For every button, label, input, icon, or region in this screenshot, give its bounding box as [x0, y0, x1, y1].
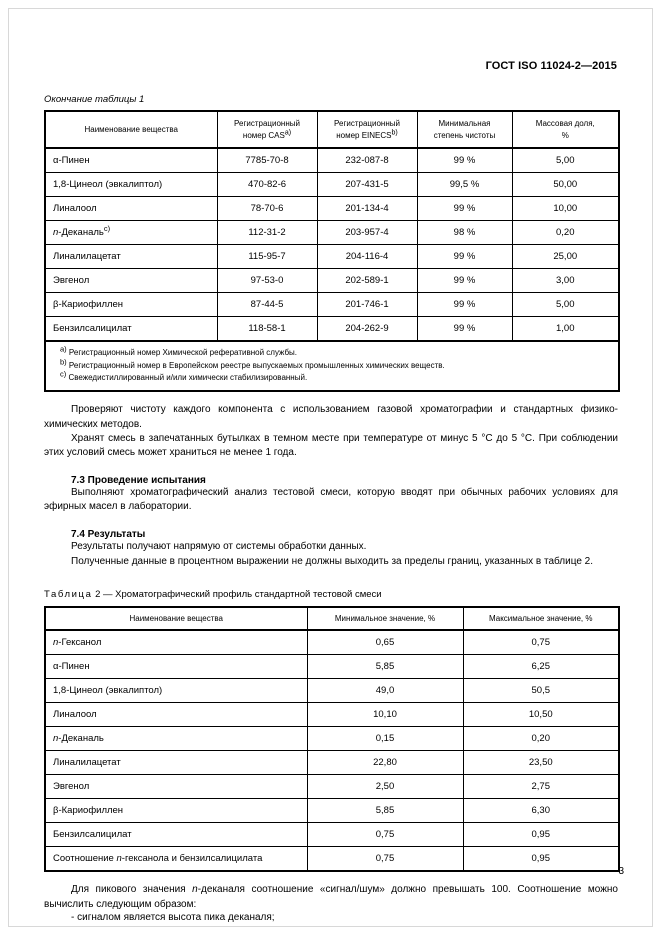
paragraph-group-purity [44, 403, 618, 460]
section-73 [44, 475, 618, 514]
cell-mass: 3,00 [512, 269, 619, 293]
section-74-heading: 7.4 Результаты [71, 529, 146, 541]
table-row [45, 245, 619, 269]
table1-footnotes [45, 341, 619, 391]
cell-purity: 99 % [417, 293, 512, 317]
paragraph-results-limits: Полученные данные в процентном выражении не должны выходить за пределы границ, указанных в таблице 2. [71, 555, 594, 567]
table-row [45, 317, 619, 342]
table-row [45, 847, 619, 872]
table1-col-cas-sup: a) [284, 128, 292, 136]
table-row [45, 703, 619, 727]
cell-max-value: 6,30 [463, 799, 619, 823]
cell-mass: 10,00 [512, 197, 619, 221]
footnote-a [60, 344, 614, 359]
cell-substance-name: 1,8-Цинеол (эвкалиптол) [45, 173, 217, 197]
section-74 [44, 529, 618, 568]
table1-col-purity [417, 111, 512, 148]
cell-cas: 97-53-0 [217, 269, 317, 293]
cell-einecs: 201-134-4 [317, 197, 417, 221]
table-row [45, 197, 619, 221]
footnote-a-mark: a) [60, 344, 67, 354]
cell-mass: 0,20 [512, 221, 619, 245]
table-row [45, 221, 619, 245]
cell-max-value: 23,50 [463, 751, 619, 775]
table1-col-einecs-line1: Регистрационный [334, 119, 400, 128]
cell-purity: 99,5 % [417, 173, 512, 197]
cell-max-value: 6,25 [463, 655, 619, 679]
cell-substance-name: n-Деканаль$^{c)}$ [45, 221, 217, 245]
table-row [45, 630, 619, 655]
footnote-b-mark: b) [60, 356, 67, 366]
cell-mass: 1,00 [512, 317, 619, 342]
table1-col-cas-line1: Регистрационный [234, 119, 300, 128]
paragraph-storage: Хранят смесь в запечатанных бутылках в темном месте при температуре от минус 5 °С до 5 °С. При соблюдении этих условий смесь может храниться не менее 1 года. [44, 432, 618, 458]
cell-min-value: 5,85 [307, 655, 463, 679]
cell-substance-name: Линалилацетат [45, 245, 217, 269]
cell-purity: 99 % [417, 197, 512, 221]
cell-name-italic-prefix: n [53, 733, 59, 745]
cell-purity: 99 % [417, 269, 512, 293]
footnote-b [60, 356, 614, 372]
table1-col-purity-line2: степень чистоты [433, 130, 496, 140]
standard-header: ГОСТ ISO 11024-2—2015 [485, 60, 617, 72]
cell-min-value: 0,75 [307, 823, 463, 847]
cell-cas: 470-82-6 [217, 173, 317, 197]
cell-name-italic-prefix: n [116, 853, 122, 865]
cell-substance-name: n-Деканаль [45, 727, 307, 751]
paragraph-signal-noise-italic: n [192, 884, 198, 896]
table2-col-min: Минимальное значение, % [307, 607, 463, 631]
cell-cas: 115-95-7 [217, 245, 317, 269]
footnote-c-mark: c) [60, 369, 67, 379]
table1-header-row [45, 111, 619, 148]
table-row [45, 148, 619, 173]
cell-max-value: 2,75 [463, 775, 619, 799]
cell-cas: 78-70-6 [217, 197, 317, 221]
table1-footnotes-row [45, 341, 619, 391]
page-content [44, 0, 618, 923]
cell-purity: 99 % [417, 317, 512, 342]
page-number: 3 [618, 866, 624, 877]
table2-header [45, 607, 619, 631]
table1-col-einecs-line2: номер EINECS [336, 130, 392, 140]
table1-col-cas [217, 111, 317, 148]
table1-footnotes-cell [45, 341, 619, 391]
cell-substance-name: Линалилацетат [45, 751, 307, 775]
table-row [45, 751, 619, 775]
cell-min-value: 49,0 [307, 679, 463, 703]
table1-header [45, 111, 619, 148]
cell-cas: 112-31-2 [217, 221, 317, 245]
cell-max-value: 0,20 [463, 727, 619, 751]
cell-einecs: 201-746-1 [317, 293, 417, 317]
table1-col-purity-line1: Минимальная [438, 119, 491, 128]
table1-body [45, 148, 619, 341]
table2-caption-number: 2 [95, 588, 101, 600]
section-73-heading: 7.3 Проведение испытания [71, 475, 206, 487]
cell-substance-name: 1,8-Цинеол (эвкалиптол) [45, 679, 307, 703]
table1-col-einecs-sup: b) [391, 128, 398, 136]
table-row [45, 293, 619, 317]
cell-einecs: 204-262-9 [317, 317, 417, 342]
table1-col-name-text: Наименование вещества [84, 124, 178, 134]
table2-caption [44, 589, 618, 600]
table-row [45, 799, 619, 823]
cell-substance-name: Линалоол [45, 197, 217, 221]
table2-col-max: Максимальное значение, % [463, 607, 619, 631]
paragraph-purity-check: Проверяют чистоту каждого компонента с использованием газовой хроматографии и стандартных физико-химических методов. [44, 404, 618, 430]
cell-substance-name: Эвгенол [45, 269, 217, 293]
table-composition-continued [44, 110, 620, 392]
table-row [45, 269, 619, 293]
cell-einecs: 232-087-8 [317, 148, 417, 173]
cell-max-value: 50,5 [463, 679, 619, 703]
table1-col-mass-line1: Массовая доля, [535, 119, 595, 128]
table-row [45, 775, 619, 799]
cell-substance-name: Соотношение n-гексанола и бензилсалицилата [45, 847, 307, 872]
cell-max-value: 0,95 [463, 823, 619, 847]
cell-purity: 99 % [417, 245, 512, 269]
paragraph-chromatographic-analysis: Выполняют хроматографический анализ тестовой смеси, которую вводят при обычных рабочих условиях для эфирных масел в лаборатории. [44, 487, 618, 513]
cell-einecs: 203-957-4 [317, 221, 417, 245]
table2-caption-word: Таблица [44, 588, 93, 600]
table-row [45, 727, 619, 751]
cell-mass: 5,00 [512, 148, 619, 173]
cell-min-value: 5,85 [307, 799, 463, 823]
paragraph-signal-noise-part2: -деканаля соотношение «сигнал/шум» должно превышать 100. Соотношение можно вычислить следующим образом: [44, 884, 618, 910]
table-row [45, 679, 619, 703]
paragraph-signal-noise [44, 883, 618, 911]
cell-min-value: 22,80 [307, 751, 463, 775]
table2-header-row [45, 607, 619, 631]
table1-col-mass [512, 111, 619, 148]
bullet-signal-definition: - сигналом является высота пика деканаля; [71, 911, 275, 923]
cell-min-value: 0,15 [307, 727, 463, 751]
table2-col-name: Наименование вещества [45, 607, 307, 631]
cell-cas: 7785-70-8 [217, 148, 317, 173]
cell-max-value: 10,50 [463, 703, 619, 727]
cell-mass: 5,00 [512, 293, 619, 317]
footnote-c-text: Свежедистиллированный и/или химически стабилизированный. [68, 372, 308, 382]
cell-min-value: 10,10 [307, 703, 463, 727]
cell-einecs: 204-116-4 [317, 245, 417, 269]
cell-purity: 99 % [417, 148, 512, 173]
cell-min-value: 2,50 [307, 775, 463, 799]
footnote-b-text: Регистрационный номер в Европейском реестре выпускаемых промышленных химических веществ. [68, 360, 445, 370]
cell-substance-name: n-Гексанол [45, 630, 307, 655]
cell-substance-name: Бензилсалицилат [45, 823, 307, 847]
cell-substance-name: β-Кариофиллен [45, 293, 217, 317]
table-row [45, 823, 619, 847]
table-chromatographic-profile [44, 606, 620, 873]
cell-substance-name: α-Пинен [45, 148, 217, 173]
cell-substance-name: Эвгенол [45, 775, 307, 799]
cell-einecs: 207-431-5 [317, 173, 417, 197]
table1-col-mass-line2: % [561, 130, 569, 140]
paragraph-signal-noise-part1: Для пикового значения [71, 884, 193, 896]
cell-purity: 98 % [417, 221, 512, 245]
cell-name-footnote-mark: c) [103, 224, 111, 234]
table1-col-cas-line2: номер CAS [242, 130, 285, 140]
footnote-c [60, 369, 614, 384]
paragraph-group-signal-noise [44, 883, 618, 922]
table1-col-einecs [317, 111, 417, 148]
table2-caption-text: — Хроматографический профиль стандартной тестовой смеси [103, 588, 382, 600]
cell-name-italic-prefix: n [53, 227, 59, 239]
cell-substance-name: Бензилсалицилат [45, 317, 217, 342]
cell-cas: 87-44-5 [217, 293, 317, 317]
cell-name-italic-prefix: n [53, 637, 59, 649]
table1-caption: Окончание таблицы 1 [44, 94, 145, 105]
table2-body [45, 630, 619, 871]
cell-substance-name: Линалоол [45, 703, 307, 727]
table-row [45, 173, 619, 197]
table1-col-name [45, 111, 217, 148]
table-row [45, 655, 619, 679]
cell-mass: 25,00 [512, 245, 619, 269]
cell-mass: 50,00 [512, 173, 619, 197]
cell-min-value: 0,75 [307, 847, 463, 872]
cell-einecs: 202-589-1 [317, 269, 417, 293]
cell-max-value: 0,95 [463, 847, 619, 872]
cell-cas: 118-58-1 [217, 317, 317, 342]
cell-substance-name: β-Кариофиллен [45, 799, 307, 823]
footnote-a-text: Регистрационный номер Химической реферативной службы. [68, 348, 298, 358]
cell-min-value: 0,65 [307, 630, 463, 655]
cell-substance-name: α-Пинен [45, 655, 307, 679]
paragraph-results-direct: Результаты получают напрямую от системы обработки данных. [71, 541, 367, 553]
cell-max-value: 0,75 [463, 630, 619, 655]
